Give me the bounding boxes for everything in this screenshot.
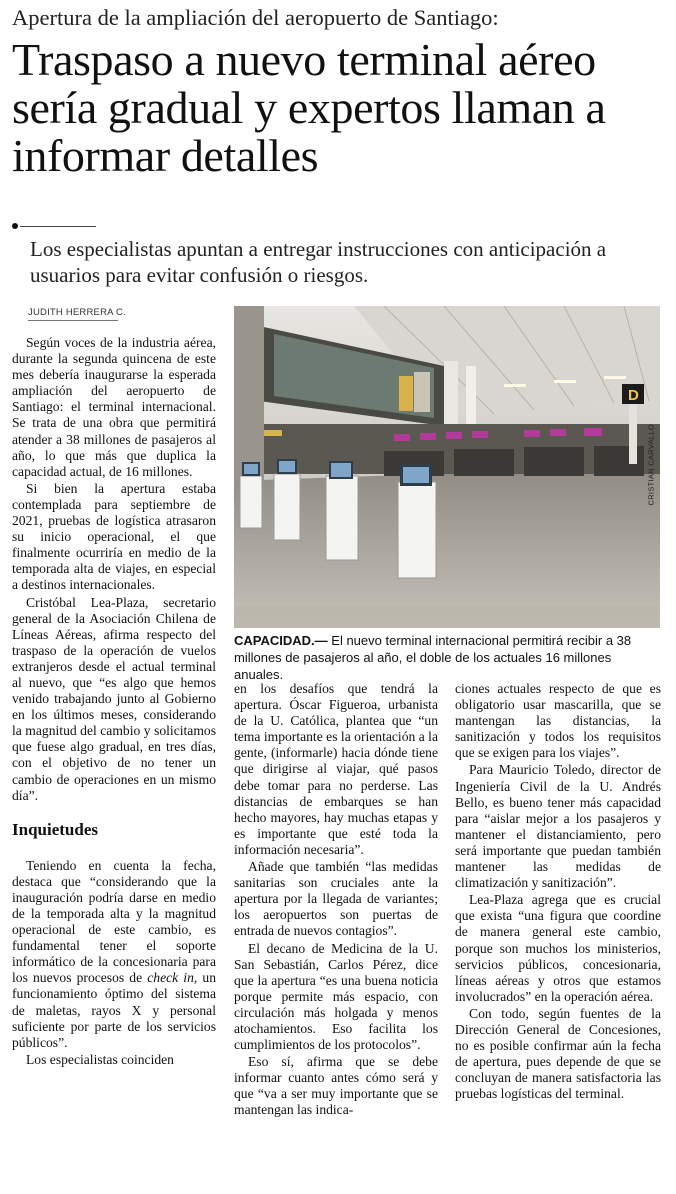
- paragraph: Los especialistas coinciden: [26, 1051, 174, 1067]
- paragraph-text: Teniendo en cuenta la fecha, destaca que “considerando que la inauguración podría darse en medio de la temporada alta y la magnitud operacional de este cambio, es fundamental tener el soporte informático de la concesionaria para los nuevos procesos de: [12, 857, 216, 986]
- gate-sign-letter: D: [628, 387, 639, 404]
- byline: JUDITH HERRERA C.: [28, 307, 126, 318]
- caption-text: El nuevo terminal internacional permitirá recibir a 38 millones de pasajeros al año, el doble de los actuales 16 millones anuales.: [234, 633, 632, 682]
- terminal-interior-illustration: [234, 306, 660, 628]
- paragraph: [12, 858, 216, 1051]
- photo-credit-text: CRISTIAN CARVALLO: [646, 423, 656, 506]
- photo-credit: [646, 306, 660, 628]
- paragraph: en los desafíos que tendrá la apertura. Óscar Figueroa, urbanista de la U. Católica, plantea que “un tema importante es la orientación a la gente, (informarle) hacia dónde tiene que dirigirse al viajar, qué pasos debe tomar para no perderse. Las distancias de embarques se han hecho mayores, hay muchas etapas y es importante que esté toda la información necesaria”.: [234, 681, 438, 857]
- article-column-2: [234, 681, 438, 1120]
- caption-lead: CAPACIDAD.—: [234, 633, 328, 648]
- paragraph: Añade que también “las medidas sanitarias son cruciales ante la apertura por la llegada de variantes; los aeropuertos son puertas de entrada de nuevos contagios”.: [234, 859, 438, 939]
- article-kicker: Apertura de la ampliación del aeropuerto de Santiago:: [12, 5, 499, 30]
- article-deck: Los especialistas apuntan a entregar instrucciones con anticipación a usuarios para evitar confusión o riesgos.: [30, 237, 607, 287]
- paragraph-text: , un funcionamiento óptimo del sistema de maletas, rayos X y personal suficiente por parte de los servicios públicos”.: [12, 970, 216, 1050]
- paragraph: Lea-Plaza agrega que es crucial que exista “una figura que coordine de manera general este cambio, porque son muchos los ministerios, servicios públicos, concesionaria, líneas aéreas y otros que estamos involucrados” en la operación aérea.: [455, 892, 661, 1004]
- paragraph: Con todo, según fuentes de la Dirección General de Concesiones, no es posible confirmar aún la fecha de apertura, pues depende de que se concluyan de manera satisfactoria las pruebas logísticas del terminal.: [455, 1005, 661, 1102]
- rule-divider: [20, 226, 96, 227]
- byline-divider: [28, 320, 118, 321]
- paragraph: Si bien la apertura estaba contemplada para septiembre de 2021, pruebas de logística atrasaron su inicio operacional, el que finalmente ocurriría en medio de la temporada alta de viajes, en especial a destinos internacionales.: [12, 480, 216, 593]
- paragraph: Cristóbal Lea-Plaza, secretario general de la Asociación Chilena de Líneas Aéreas, afirma respecto del traspaso de la operación de vuelos extranjeros desde el actual terminal al nuevo, que “es algo que hemos venido trabajando junto al Gobierno en los últimos meses, considerando la magnitud del cambio y solicitamos que fuese algo gradual, en tres días, con el objetivo de no tener un cambio de operaciones en un mismo día”.: [12, 594, 216, 803]
- rule-bullet: [12, 223, 18, 229]
- paragraph: Eso sí, afirma que se debe informar cuanto antes cómo será y que “va a ser muy importante que se mantengan las indica-: [234, 1054, 438, 1118]
- paragraph: Para Mauricio Toledo, director de Ingeniería Civil de la U. Andrés Bello, es bueno tener más capacidad para “aislar mejor a los pasajeros y mantener el distanciamiento, pero será importante que puedan también mantener las medidas de climatización y sanitización”.: [455, 762, 661, 891]
- paragraph: El decano de Medicina de la U. San Sebastián, Carlos Pérez, dice que la apertura “es una buena noticia porque permite más espacio, con circulación más holgada y menos atochamientos. Eso facilita los cumplimientos de los protocolos”.: [234, 940, 438, 1053]
- article-headline: Traspaso a nuevo terminal aéreo sería gradual y expertos llaman a informar detalles: [12, 34, 606, 181]
- photo-caption: [234, 632, 662, 683]
- paragraph: ciones actuales respecto de que es obligatorio usar mascarilla, que se mantengan las distancias, la sanitización y todos los requisitos que se exigen para los viajes”.: [455, 681, 661, 761]
- terminal-photo: [234, 306, 660, 628]
- article-column-3: [455, 681, 661, 1103]
- paragraph: Según voces de la industria aérea, durante la segunda quincena de este mes debería inaugurarse la esperada ampliación del aeropuerto de Santiago: el terminal internacional. Se trata de una obra que permitirá atender a 38 millones de pasajeros al año, lo que más que duplica la capacidad actual, de 16 millones.: [12, 335, 216, 479]
- emphasis-text: check in: [147, 970, 194, 986]
- article-column-1: [12, 335, 216, 1069]
- section-subhead: Inquietudes: [12, 819, 98, 839]
